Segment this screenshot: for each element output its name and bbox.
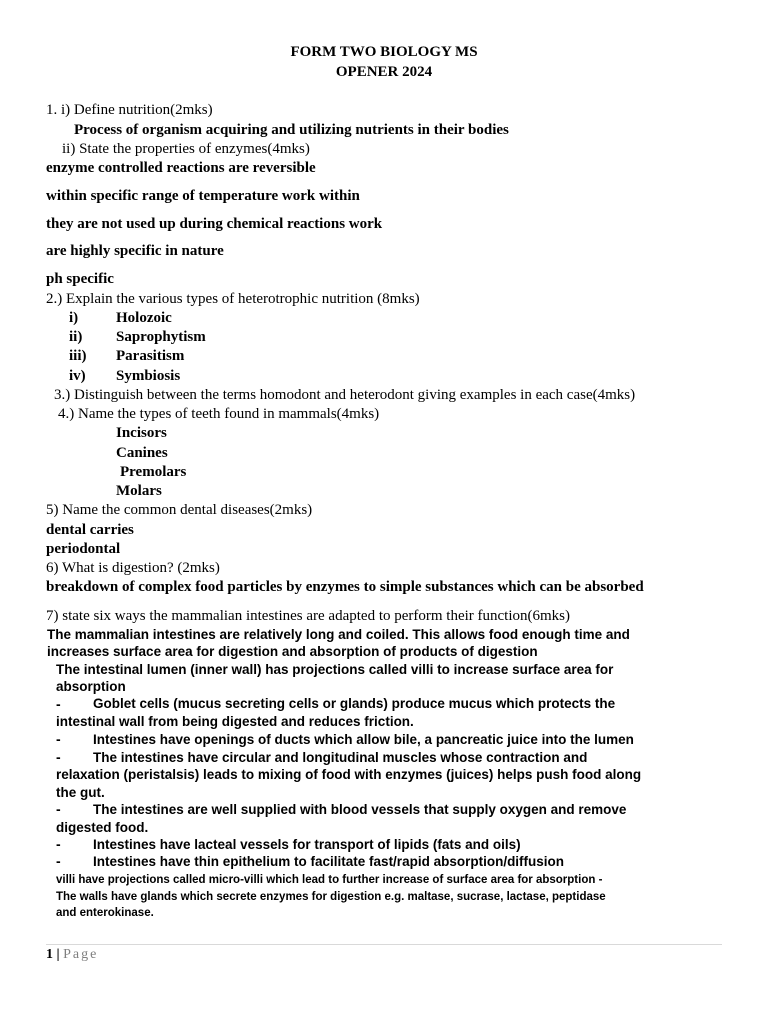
answer-7-line: villi have projections called micro-villi which lead to further increase of surface area for absorption -	[56, 874, 603, 886]
bullet-dash: -	[56, 801, 61, 817]
answer-7-line: The mammalian intestines are relatively long and coiled. This allows food enough time and	[47, 627, 630, 642]
question-1-ii: ii) State the properties of enzymes(4mks)	[62, 141, 310, 157]
list-number: iv)	[69, 368, 86, 384]
answer-4-item: Molars	[116, 483, 162, 499]
answer-7-line: The intestinal lumen (inner wall) has projections called villi to increase surface area for	[56, 662, 614, 677]
answer-2-item: Parasitism	[116, 348, 185, 364]
question-5: 5) Name the common dental diseases(2mks)	[46, 502, 313, 518]
answer-1-ii-item: enzyme controlled reactions are reversible	[46, 160, 316, 176]
question-4: 4.) Name the types of teeth found in mammals(4mks)	[58, 406, 380, 422]
answer-7-line: and enterokinase.	[56, 907, 154, 919]
bullet-dash: -	[56, 731, 61, 747]
list-number: iii)	[69, 348, 87, 364]
answer-7-line: The intestines have circular and longitudinal muscles whose contraction and	[93, 750, 588, 765]
question-7: 7) state six ways the mammalian intestines are adapted to perform their function(6mks)	[46, 608, 571, 624]
page-number: 1	[46, 947, 53, 962]
page-footer	[46, 947, 98, 963]
answer-7-line: Goblet cells (mucus secreting cells or glands) produce mucus which protects the	[93, 696, 616, 711]
page-subtitle: OPENER 2024	[335, 64, 433, 80]
footer-divider	[46, 944, 722, 945]
footer-separator: |	[56, 947, 60, 962]
answer-7-line: increases surface area for digestion and absorption of products of digestion	[47, 644, 538, 659]
answer-7-line: digested food.	[56, 820, 149, 835]
answer-1-ii-item: within specific range of temperature work within	[46, 188, 360, 204]
answer-2-item: Saprophytism	[116, 329, 206, 345]
answer-1-i: Process of organism acquiring and utilizing nutrients in their bodies	[74, 122, 509, 138]
answer-2-item: Holozoic	[116, 310, 172, 326]
question-6: 6) What is digestion? (2mks)	[46, 560, 220, 576]
answer-7-line: The walls have glands which secrete enzymes for digestion e.g. maltase, sucrase, lactase, peptidase	[56, 891, 606, 903]
answer-2-item: Symbiosis	[116, 368, 181, 384]
bullet-dash: -	[56, 853, 61, 869]
page-label: Page	[63, 947, 99, 962]
answer-1-ii-item: ph specific	[46, 271, 114, 287]
list-number: ii)	[69, 329, 83, 345]
answer-7-line: Intestines have lacteal vessels for transport of lipids (fats and oils)	[93, 837, 521, 852]
answer-7-line: intestinal wall from being digested and reduces friction.	[56, 714, 414, 729]
question-2: 2.) Explain the various types of heterotrophic nutrition (8mks)	[46, 291, 420, 307]
answer-7-line: absorption	[56, 679, 126, 694]
question-1-i: 1. i) Define nutrition(2mks)	[46, 102, 213, 118]
answer-4-item: Canines	[116, 445, 168, 461]
answer-6: breakdown of complex food particles by enzymes to simple substances which can be absorbed	[46, 579, 644, 595]
answer-1-ii-item: are highly specific in nature	[46, 243, 224, 259]
answer-7-line: the gut.	[56, 785, 105, 800]
page-title: FORM TWO BIOLOGY MS	[290, 44, 478, 60]
answer-7-line: Intestines have thin epithelium to facilitate fast/rapid absorption/diffusion	[93, 854, 565, 869]
bullet-dash: -	[56, 696, 61, 712]
answer-4-item: Incisors	[116, 425, 167, 441]
answer-7-line: Intestines have openings of ducts which allow bile, a pancreatic juice into the lumen	[93, 732, 634, 747]
bullet-dash: -	[56, 836, 61, 852]
answer-7-line: The intestines are well supplied with blood vessels that supply oxygen and remove	[93, 802, 627, 817]
list-number: i)	[69, 310, 79, 326]
answer-5-item: periodontal	[46, 541, 121, 557]
question-3: 3.) Distinguish between the terms homodont and heterodont giving examples in each case(4mks)	[54, 387, 636, 403]
answer-4-item: Premolars	[120, 464, 187, 480]
bullet-dash: -	[56, 749, 61, 765]
answer-1-ii-item: they are not used up during chemical reactions work	[46, 216, 383, 232]
answer-5-item: dental carries	[46, 522, 134, 538]
answer-7-line: relaxation (peristalsis) leads to mixing of food with enzymes (juices) helps push food along	[56, 767, 642, 782]
